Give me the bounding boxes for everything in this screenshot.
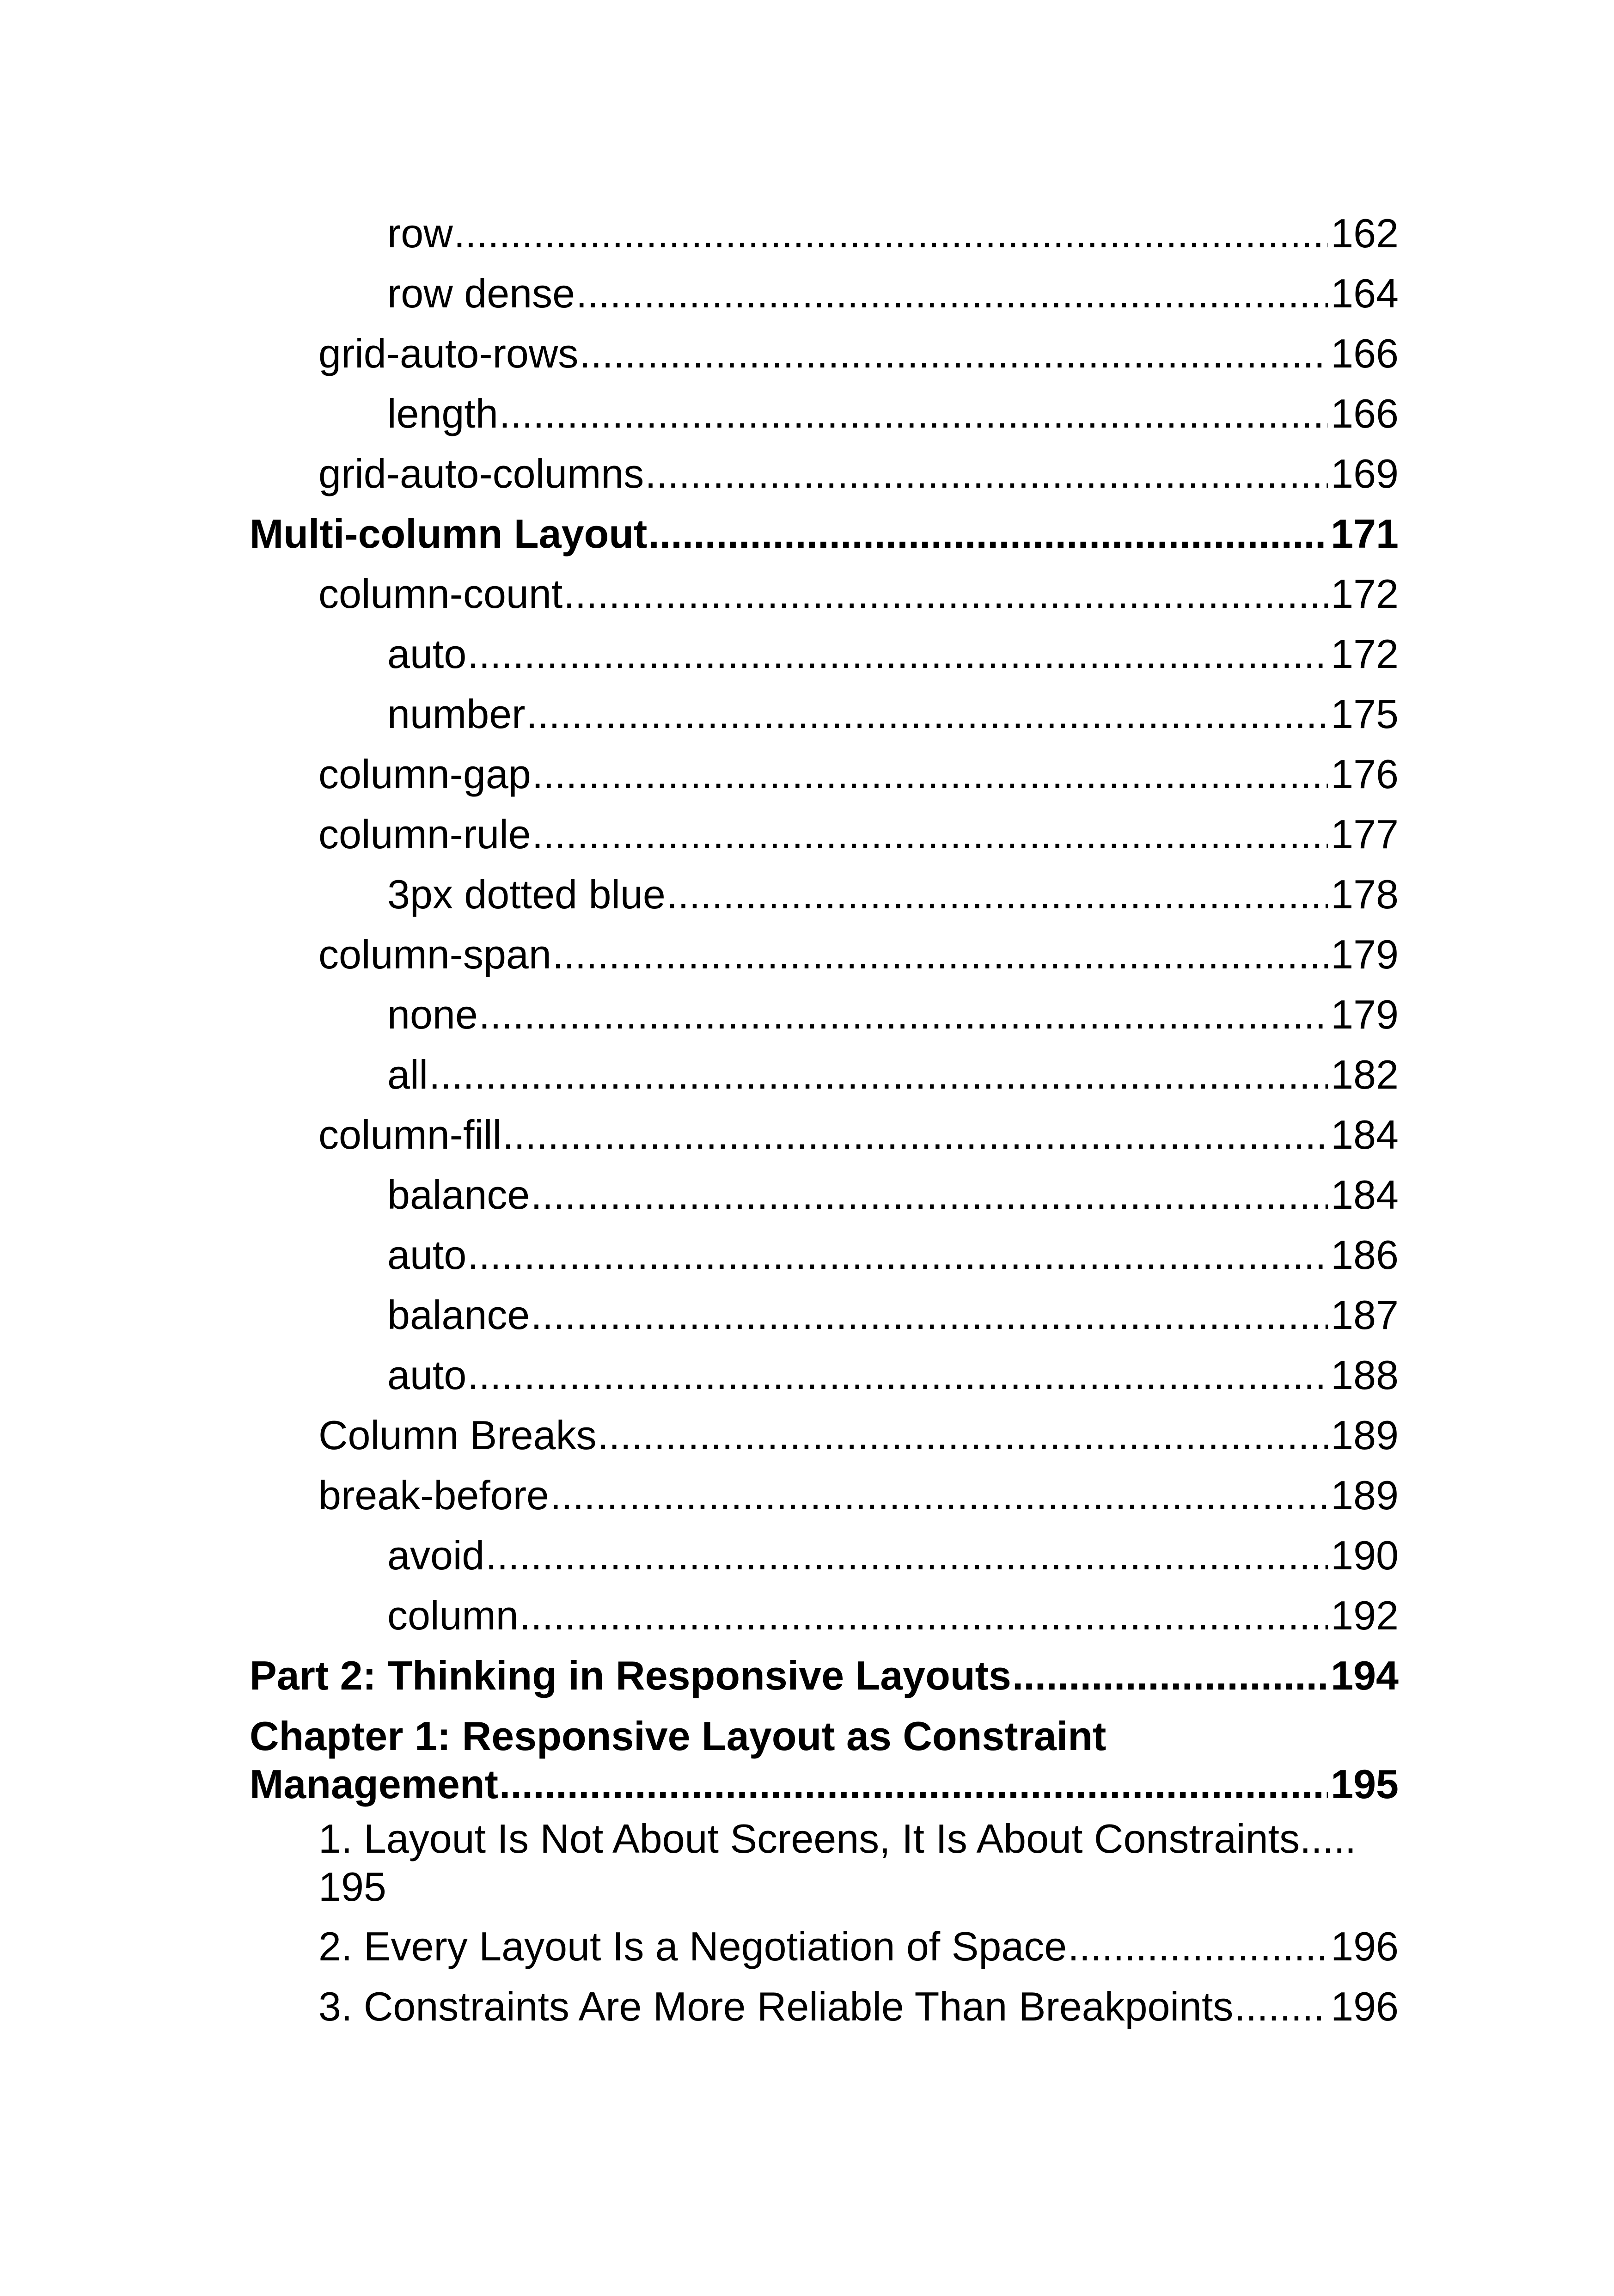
toc-entry-label: balance — [387, 1172, 530, 1218]
toc-entry-label: column-gap — [318, 751, 531, 797]
toc-entry-label: length — [387, 391, 498, 436]
toc-entry-label: Column Breaks — [318, 1412, 597, 1458]
toc-entry-label: balance — [387, 1292, 530, 1338]
toc-entry[interactable] — [250, 1916, 1399, 1977]
toc-entry-page: 195 — [318, 1864, 386, 1910]
toc-entry-label: row — [387, 210, 453, 256]
toc-entry-continuation — [250, 1760, 1399, 1808]
dot-leader — [532, 744, 1328, 804]
dot-leader — [485, 1525, 1328, 1586]
toc-entry-page: 162 — [1331, 210, 1399, 256]
toc-entry-label: number — [387, 691, 526, 737]
toc-entry-page: 195 — [1331, 1761, 1399, 1807]
toc-entry-page: 169 — [1331, 451, 1399, 496]
toc-entry-page: 175 — [1331, 691, 1399, 737]
toc-entry-page: 179 — [1331, 992, 1399, 1037]
toc-entry[interactable] — [250, 804, 1399, 864]
dot-leader — [467, 1345, 1328, 1405]
toc-entry[interactable] — [250, 203, 1399, 263]
toc-part-heading[interactable] — [250, 1646, 1399, 1706]
toc-entry-label: grid-auto-rows — [318, 331, 579, 376]
toc-entry-label: Chapter 1: Responsive Layout as Constraint — [250, 1713, 1107, 1759]
toc-entry-page: 187 — [1331, 1292, 1399, 1338]
toc-entry-page: 166 — [1331, 331, 1399, 376]
toc-entry[interactable] — [250, 864, 1399, 925]
toc-entry-page: 176 — [1331, 751, 1399, 797]
dot-leader — [502, 1105, 1328, 1165]
toc-entry-label: avoid — [387, 1532, 485, 1578]
toc-entry-label: 1. Layout Is Not About Screens, It Is About Constraints — [318, 1816, 1300, 1861]
toc-entry-label: none — [387, 992, 478, 1037]
toc-entry-page: 184 — [1331, 1172, 1399, 1218]
dot-leader — [576, 263, 1328, 324]
toc-entry-label: auto — [387, 1352, 467, 1398]
dot-leader — [1012, 1646, 1328, 1706]
dot-leader — [598, 1405, 1328, 1465]
toc-entry-page: 182 — [1331, 1052, 1399, 1097]
dot-leader — [429, 1045, 1328, 1105]
toc-entry-page: 184 — [1331, 1112, 1399, 1157]
toc-entry-label: grid-auto-columns — [318, 451, 644, 496]
toc-entry[interactable] — [250, 1105, 1399, 1165]
toc-entry-page: 172 — [1331, 571, 1399, 617]
toc-entry-page: 166 — [1331, 391, 1399, 436]
dot-leader — [645, 444, 1328, 504]
toc-entry-label: all — [387, 1052, 428, 1097]
toc-entry[interactable] — [250, 1465, 1399, 1525]
toc-entry[interactable] — [250, 1815, 1399, 1911]
dot-leader — [467, 1225, 1328, 1285]
dot-leader — [467, 624, 1328, 684]
dot-leader — [563, 564, 1328, 624]
toc-chapter-heading[interactable] — [250, 1712, 1399, 1808]
toc-entry-page: 192 — [1331, 1592, 1399, 1638]
toc-entry-label: Part 2: Thinking in Responsive Layouts — [250, 1653, 1011, 1698]
dot-leader — [666, 864, 1328, 925]
toc-entry-label: row dense — [387, 270, 575, 316]
toc-entry[interactable] — [250, 564, 1399, 624]
toc-entry-label: 3px dotted blue — [387, 871, 666, 917]
toc-entry[interactable] — [250, 1165, 1399, 1225]
toc-entry[interactable] — [250, 1405, 1399, 1465]
toc-entry-label: column-fill — [318, 1112, 502, 1157]
toc-entry-label: column — [387, 1592, 519, 1638]
toc-entry[interactable] — [250, 624, 1399, 684]
toc-entry[interactable] — [250, 1525, 1399, 1586]
toc-entry[interactable] — [250, 684, 1399, 744]
toc-entry-page: 172 — [1331, 631, 1399, 677]
toc-entry-label: column-count — [318, 571, 563, 617]
toc-entry-page: 177 — [1331, 811, 1399, 857]
toc-section-heading[interactable] — [250, 504, 1399, 564]
toc-entry-label: 2. Every Layout Is a Negotiation of Space — [318, 1923, 1067, 1969]
toc-entry-page: 189 — [1331, 1472, 1399, 1518]
toc-entry-label: auto — [387, 1232, 467, 1278]
toc-entry-label: 3. Constraints Are More Reliable Than Breakpoints — [318, 1984, 1234, 2029]
toc-entry-page: 188 — [1331, 1352, 1399, 1398]
toc-entry-continuation — [318, 1863, 1399, 1911]
toc-entry-page: 179 — [1331, 931, 1399, 977]
toc-entry[interactable] — [250, 444, 1399, 504]
toc-entry-line — [318, 1815, 1399, 1863]
dot-leader — [1068, 1916, 1328, 1977]
toc-entry-page: 164 — [1331, 270, 1399, 316]
toc-entry[interactable] — [250, 1285, 1399, 1345]
dot-leader — [1234, 1977, 1328, 2037]
toc-entry[interactable] — [250, 1586, 1399, 1646]
toc-entry[interactable] — [250, 1977, 1399, 2037]
dot-leader — [499, 384, 1328, 444]
toc-entry-label: Multi-column Layout — [250, 511, 648, 557]
toc-entry-label-continued: Management — [250, 1761, 498, 1807]
toc-entry[interactable] — [250, 324, 1399, 384]
toc-entry-page: 189 — [1331, 1412, 1399, 1458]
toc-entry-label: column-span — [318, 931, 551, 977]
dot-leader — [479, 985, 1328, 1045]
toc-entry[interactable] — [250, 384, 1399, 444]
dot-leader — [526, 684, 1328, 744]
toc-entry-label: column-rule — [318, 811, 531, 857]
toc-entry-page: 171 — [1331, 511, 1399, 557]
dot-leader: ..... — [1299, 1816, 1357, 1861]
toc-entry-page: 194 — [1331, 1653, 1399, 1698]
toc-entry[interactable] — [250, 263, 1399, 324]
toc-entry-page: 178 — [1331, 871, 1399, 917]
dot-leader — [532, 804, 1328, 864]
dot-leader — [550, 1465, 1328, 1525]
dot-leader — [579, 324, 1328, 384]
toc-entry[interactable] — [250, 925, 1399, 985]
toc-entry[interactable] — [250, 744, 1399, 804]
table-of-contents — [250, 203, 1399, 2037]
dot-leader — [520, 1586, 1328, 1646]
dot-leader — [531, 1165, 1328, 1225]
toc-entry-page: 190 — [1331, 1532, 1399, 1578]
toc-entry[interactable] — [250, 985, 1399, 1045]
toc-entry-page: 186 — [1331, 1232, 1399, 1278]
toc-entry[interactable] — [250, 1345, 1399, 1405]
toc-entry-label: break-before — [318, 1472, 549, 1518]
toc-entry[interactable] — [250, 1225, 1399, 1285]
dot-leader — [499, 1760, 1328, 1808]
dot-leader — [552, 925, 1328, 985]
dot-leader — [454, 203, 1328, 263]
toc-entry-page: 196 — [1331, 1984, 1399, 2029]
toc-entry-page: 196 — [1331, 1923, 1399, 1969]
toc-entry[interactable] — [250, 1045, 1399, 1105]
dot-leader — [531, 1285, 1328, 1345]
toc-entry-label: auto — [387, 631, 467, 677]
dot-leader — [648, 504, 1328, 564]
